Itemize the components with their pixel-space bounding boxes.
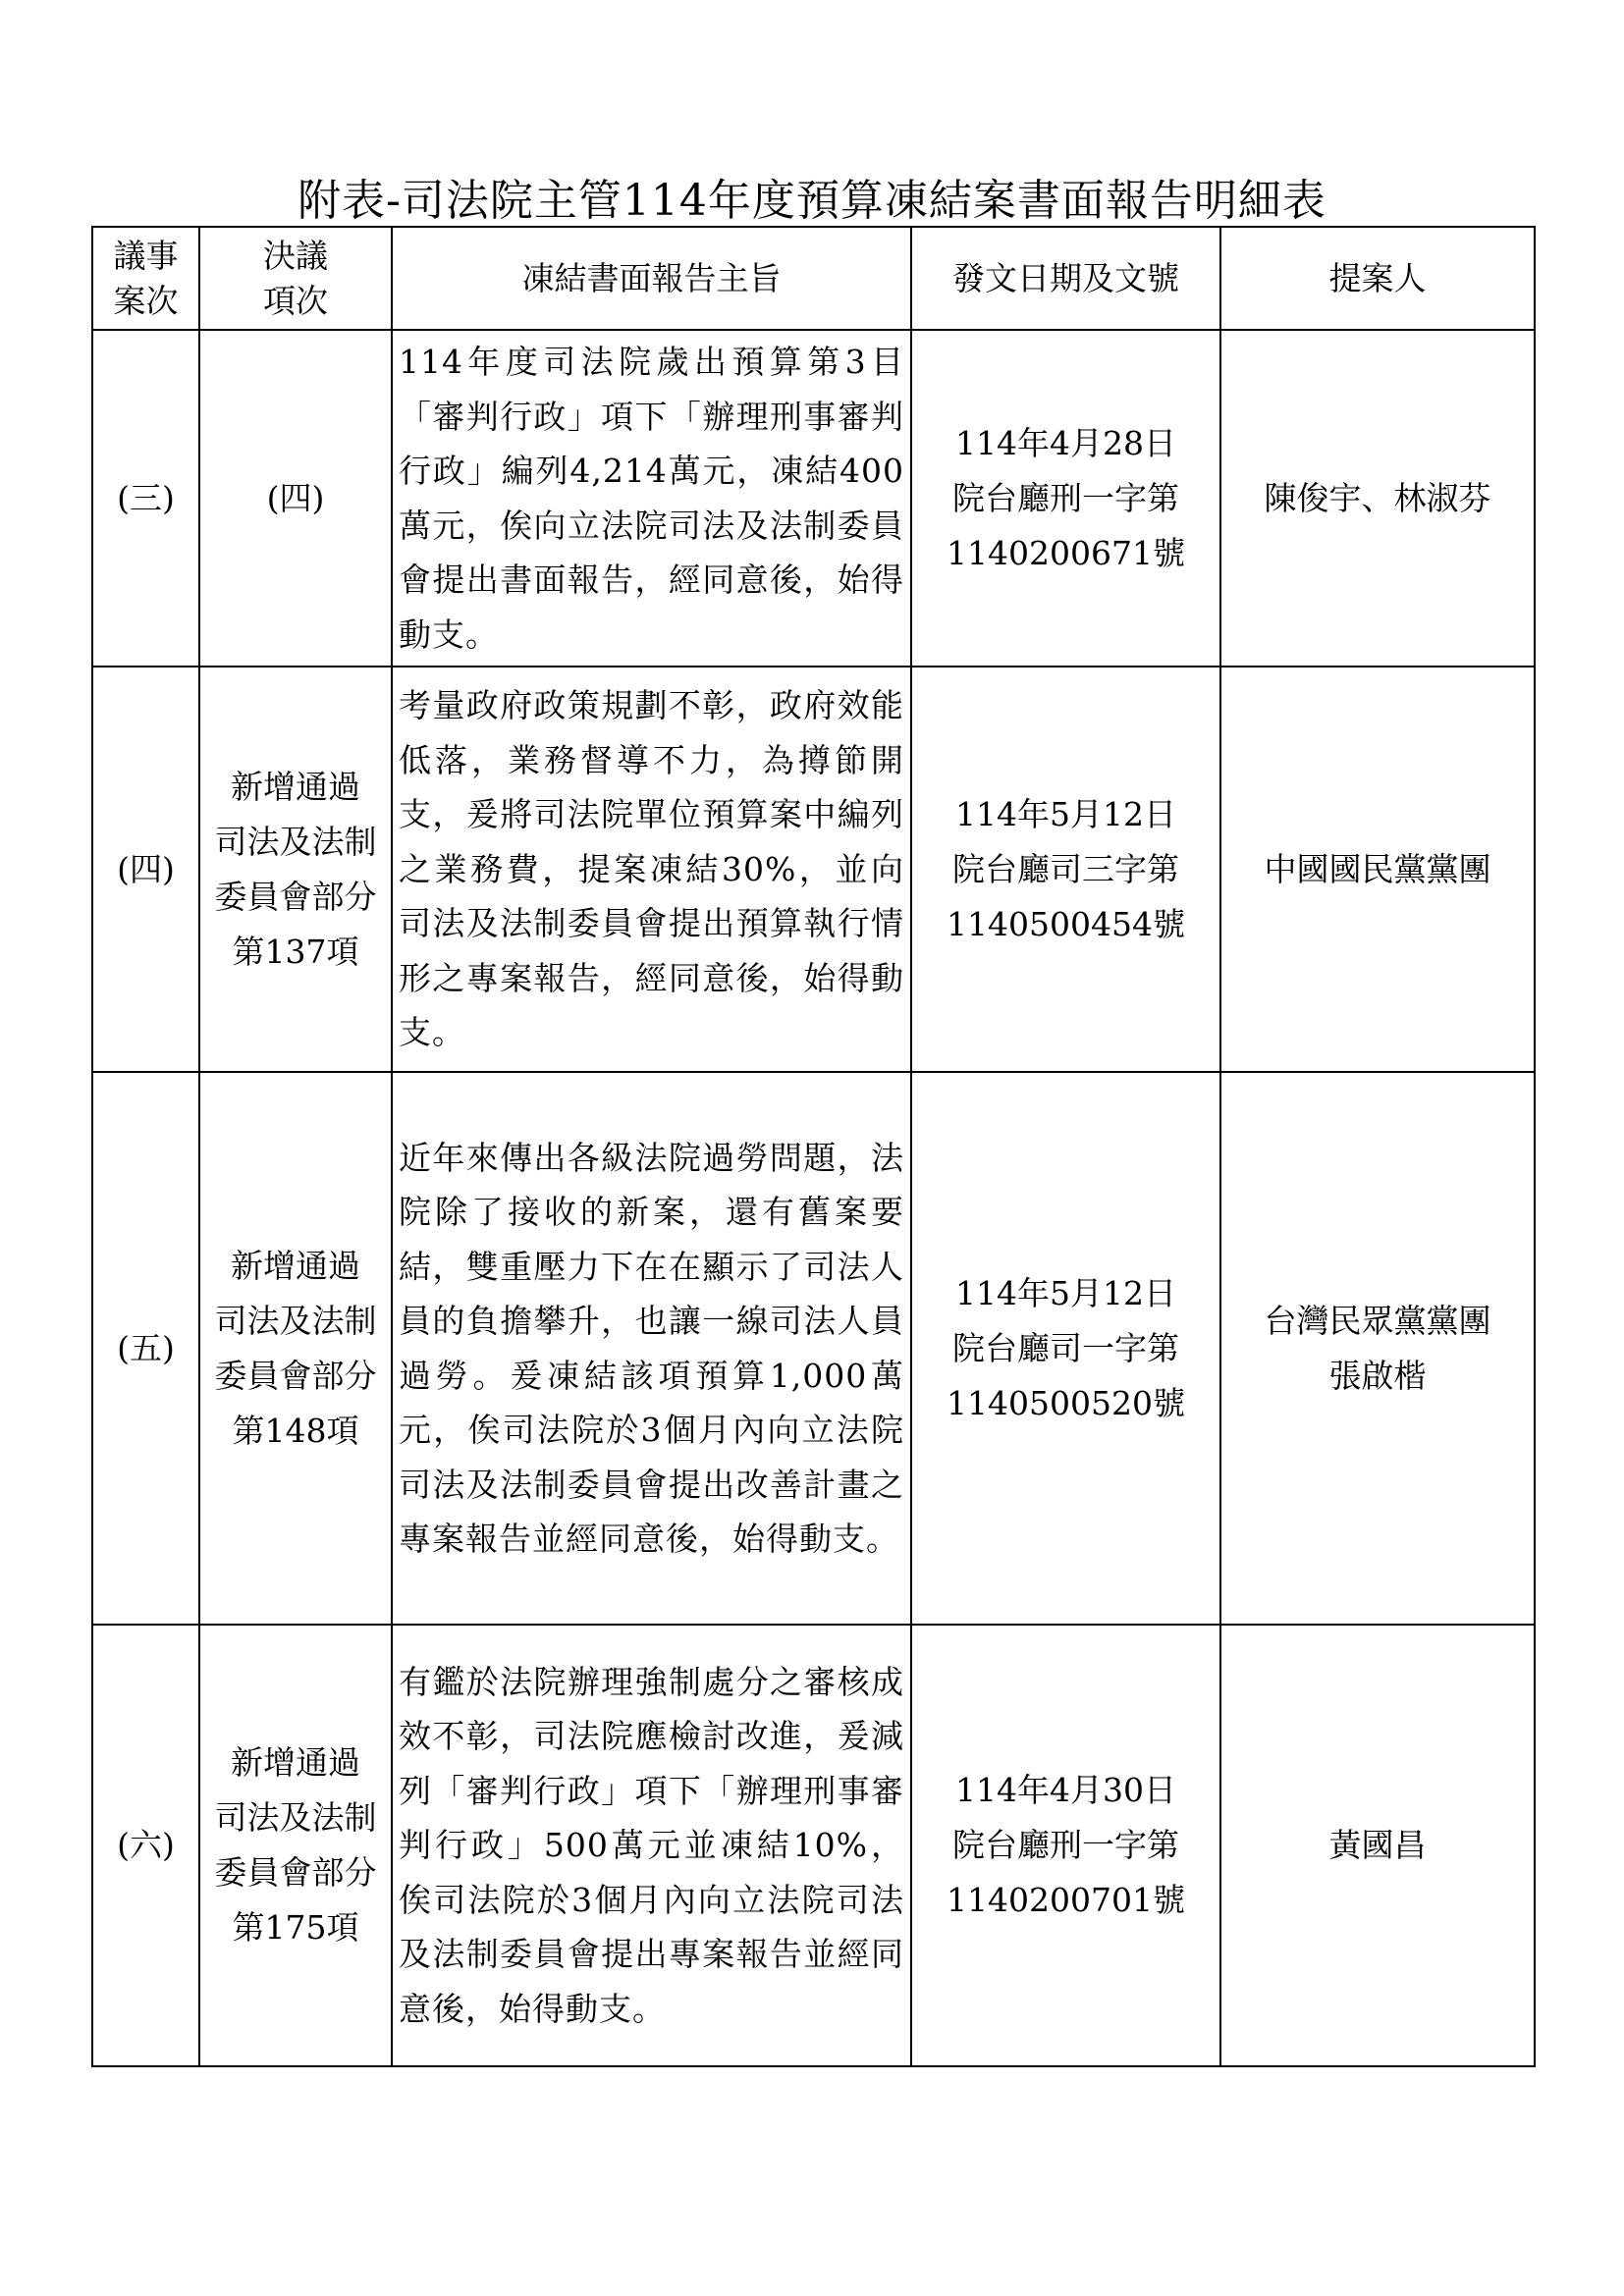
resolution-no-cell: 新增通過 司法及法制 委員會部分 第175項	[199, 1625, 392, 2066]
case-no-cell: (五)	[92, 1072, 199, 1625]
header-proposer: 提案人	[1220, 227, 1535, 330]
doc-date-no-cell: 114年4月28日 院台廳刑一字第 1140200671號	[911, 330, 1220, 667]
header-case-no: 議事 案次	[92, 227, 199, 330]
gist-cell: 考量政府政策規劃不彰，政府效能低落，業務督導不力，為撙節開支，爰將司法院單位預算案中編列之業務費，提案凍結30%，並向司法及法制委員會提出預算執行情形之專案報告，經同意後，始得動支。	[392, 667, 911, 1072]
case-no-cell: (三)	[92, 330, 199, 667]
case-no-cell: (六)	[92, 1625, 199, 2066]
doc-date-no-cell: 114年5月12日 院台廳司三字第 1140500454號	[911, 667, 1220, 1072]
page-title: 附表-司法院主管114年度預算凍結案書面報告明細表	[298, 176, 1326, 226]
doc-date-no-cell: 114年4月30日 院台廳刑一字第 1140200701號	[911, 1625, 1220, 2066]
gist-cell: 近年來傳出各級法院過勞問題，法院除了接收的新案，還有舊案要結，雙重壓力下在在顯示了司法人員的負擔攀升，也讓一線司法人員過勞。爰凍結該項預算1,000萬元，俟司法院於3個月內向立法院司法及法制委員會提出改善計畫之專案報告並經同意後，始得動支。	[392, 1072, 911, 1625]
table-row	[92, 667, 1535, 1072]
gist-cell: 有鑑於法院辦理強制處分之審核成效不彰，司法院應檢討改進，爰減列「審判行政」項下「辦理刑事審判行政」500萬元並凍結10%，俟司法院於3個月內向立法院司法及法制委員會提出專案報告並經同意後，始得動支。	[392, 1625, 911, 2066]
doc-date-no-cell: 114年5月12日 院台廳司一字第 1140500520號	[911, 1072, 1220, 1625]
proposer-cell: 陳俊宇、林淑芬	[1220, 330, 1535, 667]
table-row	[92, 330, 1535, 667]
freeze-report-table	[91, 226, 1536, 2067]
header-gist: 凍結書面報告主旨	[392, 227, 911, 330]
proposer-cell: 中國國民黨黨團	[1220, 667, 1535, 1072]
header-resolution-no: 決議 項次	[199, 227, 392, 330]
table-row	[92, 1072, 1535, 1625]
header-row	[92, 227, 1535, 330]
gist-cell: 114年度司法院歲出預算第3目「審判行政」項下「辦理刑事審判行政」編列4,214萬元，凍結400萬元，俟向立法院司法及法制委員會提出書面報告，經同意後，始得動支。	[392, 330, 911, 667]
resolution-no-cell: (四)	[199, 330, 392, 667]
header-doc-date-no: 發文日期及文號	[911, 227, 1220, 330]
proposer-cell: 台灣民眾黨黨團 張啟楷	[1220, 1072, 1535, 1625]
proposer-cell: 黃國昌	[1220, 1625, 1535, 2066]
table-row	[92, 1625, 1535, 2066]
resolution-no-cell: 新增通過 司法及法制 委員會部分 第148項	[199, 1072, 392, 1625]
resolution-no-cell: 新增通過 司法及法制 委員會部分 第137項	[199, 667, 392, 1072]
case-no-cell: (四)	[92, 667, 199, 1072]
